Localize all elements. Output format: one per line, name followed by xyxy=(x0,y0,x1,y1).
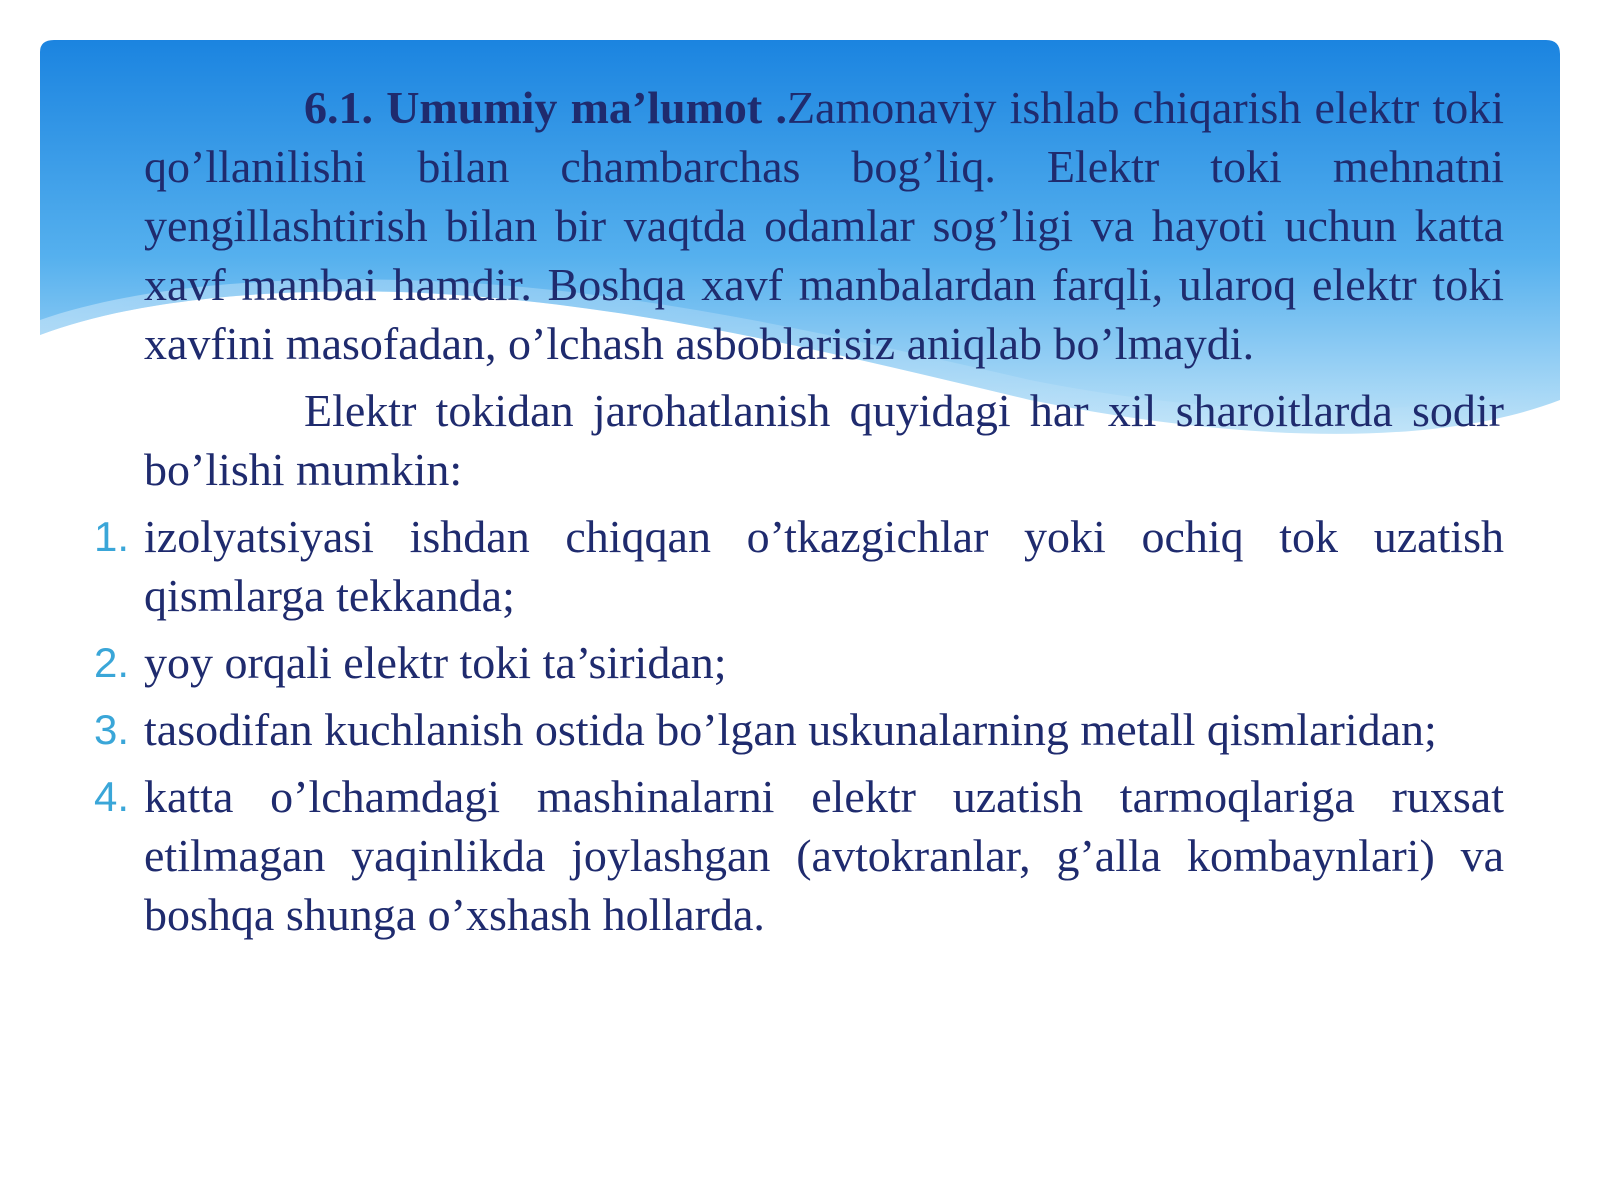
list-item xyxy=(94,507,1504,625)
list-item-text: tasodifan kuchlanish ostida bo’lgan uskunalarning metall qismlaridan; xyxy=(144,704,1437,755)
list-item-text: yoy orqali elektr toki ta’siridan; xyxy=(144,637,727,688)
intro-text: Zamonaviy ishlab chiqarish elektr toki qo’llanilishi bilan chambarchas bog’liq. Elektr toki mehnatni yengillashtirish bilan bir vaqtda odamlar sog’ligi va hayoti uchun katta xavf manbai hamdir. Boshqa xavf manbalardan farqli, ularoq elektr toki xavfini masofadan, o’lchash asboblarisiz aniqlab bo’lmaydi. xyxy=(144,82,1504,369)
list-item-text: katta o’lchamdagi mashinalarni elektr uzatish tarmoqlariga ruxsat etilmagan yaqinlikda joylashgan (avtokranlar, g’alla kombaynlari) va boshqa shunga o’xshash hollarda. xyxy=(144,771,1504,940)
list-item xyxy=(94,700,1504,759)
section-heading: 6.1. Umumiy ma’lumot . xyxy=(304,82,787,133)
list-number: 3. xyxy=(94,706,130,753)
slide-content xyxy=(40,78,1560,952)
list-item-text: izolyatsiyasi ishdan chiqqan o’tkazgichlar yoki ochiq tok uzatish qismlarga tekkanda; xyxy=(144,511,1504,621)
list-item xyxy=(94,633,1504,692)
conditions-list xyxy=(40,507,1560,944)
list-number: 4. xyxy=(94,773,130,820)
intro-paragraph xyxy=(144,78,1504,373)
list-number: 2. xyxy=(94,639,130,686)
lead-paragraph: Elektr tokidan jarohatlanish quyidagi har xil sharoitlarda sodir bo’lishi mumkin: xyxy=(144,385,1504,495)
list-item xyxy=(94,767,1504,944)
list-number: 1. xyxy=(94,513,130,560)
